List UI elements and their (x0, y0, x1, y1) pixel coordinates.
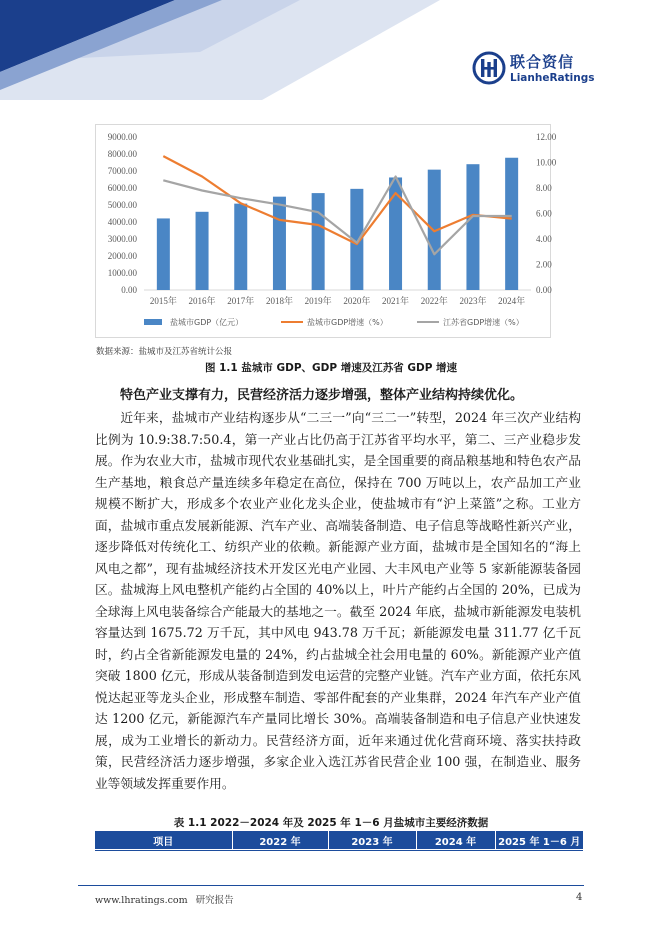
lianhe-logo-icon (472, 51, 506, 85)
x-axis-tick-label: 2024年 (498, 296, 526, 306)
left-axis-tick-label: 6000.00 (107, 183, 137, 193)
legend-swatch (144, 319, 162, 325)
growth-line (163, 177, 511, 255)
left-axis-tick-label: 0.00 (121, 285, 137, 295)
gdp-bar (312, 193, 325, 290)
legend-label: 盐城市GDP（亿元） (170, 318, 244, 327)
brand-name-en: LianheRatings (510, 72, 595, 84)
left-axis-tick-label: 1000.00 (107, 268, 137, 278)
footer-site-link[interactable]: www.lhratings.com (95, 895, 188, 906)
figure-source: 数据来源：盐城市及江苏省统计公报 (96, 347, 233, 357)
right-axis-tick-label: 10.00 (536, 157, 557, 168)
figure-caption: 图 1.1 盐城市 GDP、GDP 增速及江苏省 GDP 增速 (204, 362, 458, 374)
x-axis-tick-label: 2017年 (227, 296, 255, 306)
left-axis-tick-label: 3000.00 (107, 234, 137, 244)
table-header-cell: 项目 (95, 831, 232, 849)
gdp-bar (196, 212, 209, 290)
table-header-cell: 2024 年 (416, 831, 495, 849)
page-number: 4 (576, 892, 583, 903)
gdp-chart (95, 124, 557, 338)
left-axis-tick-label: 4000.00 (107, 217, 137, 227)
x-axis-tick-label: 2015年 (149, 296, 177, 306)
gdp-bar (157, 218, 170, 290)
right-axis-tick-label: 2.00 (536, 259, 552, 270)
table-header-row (95, 831, 583, 849)
legend-label: 盐城市GDP增速（%） (307, 318, 388, 327)
gdp-chart-svg (96, 125, 557, 337)
footer-label: 研究报告 (195, 895, 234, 906)
table-header-cell: 2022 年 (232, 831, 328, 849)
gdp-bar (505, 158, 518, 290)
x-axis-tick-label: 2021年 (382, 296, 410, 306)
body-paragraph: 近年来，盐城市产业结构逐步从“二三一”向“三二一”转型，2024 年三次产业结构比例为 10.9:38.7:50.4，第一产业占比仍高于江苏省平均水平，第二、三产业稳步发展。作为农业大市，盐城市现代农业基础扎实，是全国重要的商品粮基地和特色农产品生产基地，粮食总产量连续多年稳定在高位，保持在 700 万吨以上，农产品加工产业规模不断扩大，形成多个农业产业化龙头企业，使盐城市有“沪上菜篮”之称。工业方面，盐城市重点发展新能源、汽车产业、高端装备制造、电子信息等战略性新兴产业，逐步降低对传统化工、纺织产业的依赖。新能源产业方面，盐城市是全国知名的“海上风电之都”，现有盐城经济技术开发区光电产业园、大丰风电产业等 5 家新能源装备园区。盐城海上风电整机产能约占全国的 40%以上，叶片产能约占全国的 20%，已成为全球海上风电装备综合产能最大的基地之一。截至 2024 年底，盐城市新能源发电装机容量达到 1675.72 万千瓦，其中风电 943.78 万千瓦；新能源发电量 311.77 亿千瓦时，约占全省新能源发电量的 24%，约占盐城全社会用电量的 60%。新能源产业产值突破 1800 亿元，形成从装备制造到发电运营的完整产业链。汽车产业方面，依托东风悦达起亚等龙头企业，形成整车制造、零部件配套的产业集群，2024 年汽车产业产值达 1200 亿元，新能源汽车产量同比增长 30%。高端装备制造和电子信息产业快速发展，成为工业增长的新动力。民营经济方面，近年来通过优化营商环境、落实扶持政策，民营经济活力逐步增强，多家企业入选江苏省民营企业 100 强，在制造业、服务业等领域发挥重要作用。 (95, 410, 581, 791)
left-axis-tick-label: 5000.00 (107, 200, 137, 210)
right-axis-tick-label: 0.00 (536, 285, 552, 295)
left-axis-tick-label: 9000.00 (107, 132, 137, 142)
x-axis-tick-label: 2019年 (304, 296, 332, 306)
legend-label: 江苏省GDP增速（%） (443, 318, 524, 327)
brand-name-cn: 联合资信 (510, 53, 575, 71)
right-axis-tick-label: 6.00 (536, 208, 552, 219)
x-axis-tick-label: 2018年 (265, 296, 293, 306)
x-axis-tick-label: 2022年 (420, 296, 448, 306)
footer (95, 892, 234, 906)
left-axis-tick-label: 7000.00 (107, 166, 137, 176)
x-axis-tick-label: 2020年 (343, 296, 371, 306)
section-heading: 特色产业支撑有力，民营经济活力逐步增强，整体产业结构持续优化。 (120, 388, 524, 403)
brand-logo (472, 50, 595, 90)
right-axis-tick-label: 8.00 (536, 183, 552, 193)
table-rule (95, 850, 583, 851)
economic-data-table (95, 831, 583, 849)
table-caption: 表 1.1 2022－2024 年及 2025 年 1－6 月盐城市主要经济数据 (173, 817, 489, 829)
gdp-bar (234, 204, 247, 290)
x-axis-tick-label: 2016年 (188, 296, 216, 306)
left-axis-tick-label: 2000.00 (107, 251, 137, 261)
left-axis-tick-label: 8000.00 (107, 149, 137, 159)
gdp-bar (466, 164, 479, 290)
right-axis-tick-label: 4.00 (536, 234, 552, 244)
table-header-cell: 2023 年 (328, 831, 416, 849)
footer-rule (78, 885, 584, 886)
table-header-cell: 2025 年 1－6 月 (495, 831, 583, 849)
x-axis-tick-label: 2023年 (459, 296, 487, 306)
gdp-bar (273, 197, 286, 290)
right-axis-tick-label: 12.00 (536, 132, 557, 142)
